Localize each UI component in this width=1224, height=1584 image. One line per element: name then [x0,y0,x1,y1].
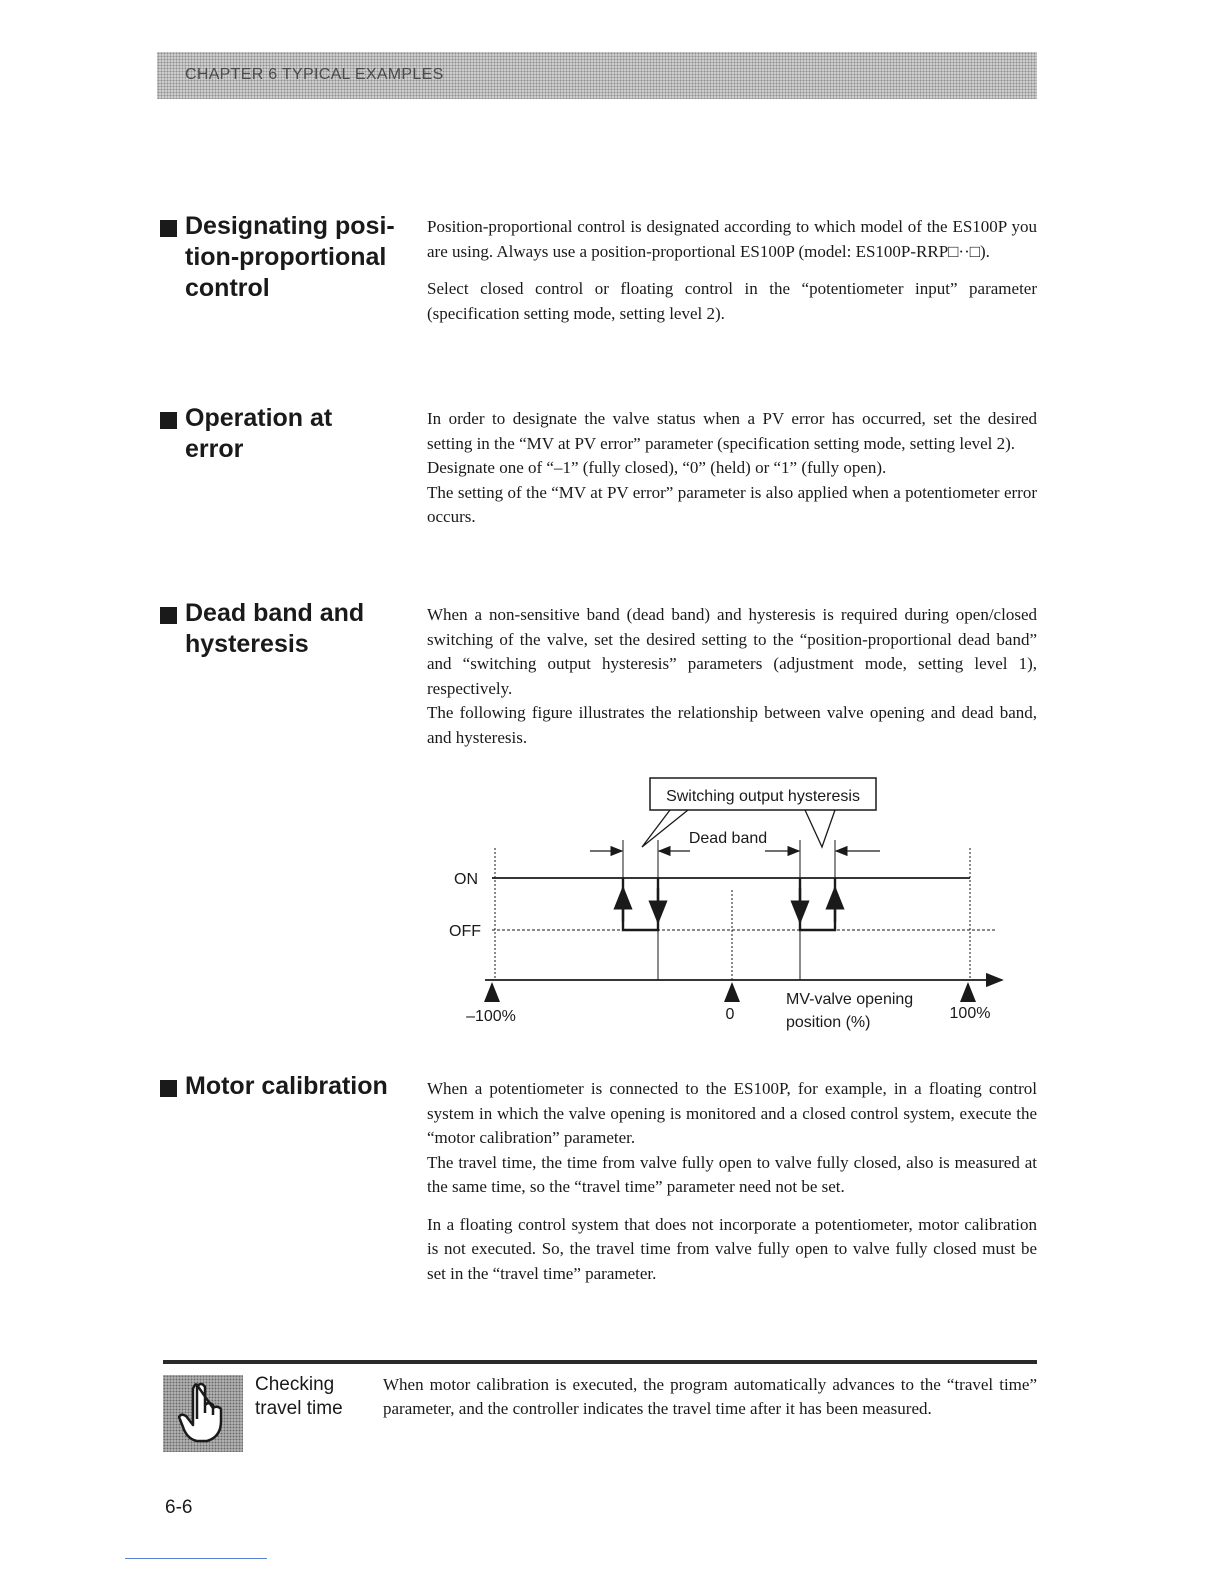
dead-band-label: Dead band [688,830,768,847]
hysteresis-callout-pointer-right [805,810,835,847]
note-title-line: travel time [255,1398,343,1419]
paragraph: The setting of the “MV at PV error” parameter is also applied when a potentiometer error occurs. [427,482,1037,526]
paragraph: The travel time, the time from valve fully open to valve fully closed, also is measured at the same time, so the “travel time” parameter need not be set. [427,1152,1037,1196]
section-heading-line: hysteresis [185,630,309,658]
section-heading-line: Designating posi- [185,212,395,240]
axis-title-line1: MV-valve opening [786,991,914,1008]
section-heading-motor-calibration [160,1071,420,1102]
note-divider-rule [163,1360,1037,1364]
hysteresis-callout-pointer-left [642,810,688,847]
axis-zero-label: 0 [725,1006,735,1023]
bullet-square-icon [160,220,177,237]
hysteresis-label: Switching output hysteresis [666,788,860,805]
paragraph: Select closed control or floating control in the “potentiometer input” parameter (specification setting mode, setting level 2). [427,279,1037,323]
chapter-title: CHAPTER 6 TYPICAL EXAMPLES [185,66,444,83]
section-heading-designating [160,211,410,304]
section-heading-dead-band [160,598,410,660]
note-text: When motor calibration is executed, the program automatically advances to the “travel time” parameter, and the controller indicates the travel time after it has been measured. [383,1375,1037,1418]
axis-min-label: –100% [466,1008,516,1025]
section-heading-line: tion-proportional [185,243,387,271]
section-heading-line: error [185,435,244,463]
dead-band-hysteresis-diagram [430,770,1010,1045]
on-label: ON [454,871,478,888]
footer-link-underline[interactable] [125,1558,267,1559]
section-heading-line: control [185,274,270,302]
note-title-line: Checking [255,1374,335,1395]
axis-title-line2: position (%) [786,1014,871,1031]
hysteresis-loop-right [800,878,835,930]
paragraph: In a floating control system that does not incorporate a potentiometer, motor calibration is not executed. So, the travel time from valve fully open to valve fully closed must be set in the “travel time” parameter. [427,1214,1037,1283]
chapter-header-band [157,52,1037,99]
page-number: 6-6 [165,1497,193,1518]
note-title [255,1373,343,1421]
bullet-square-icon [160,1080,177,1097]
paragraph: The following figure illustrates the relationship between valve opening and dead band, and hysteresis. [427,703,1037,747]
paragraph: In order to designate the valve status when a PV error has occurred, set the desired setting in the “MV at PV error” parameter (specification setting mode, setting level 2). [427,409,1037,453]
section-heading-line: Motor calibration [185,1072,388,1100]
axis-max-label: 100% [949,1005,991,1022]
section-body-operation-at-error [427,407,1037,530]
section-heading-line: Operation at [185,404,333,432]
section-body-motor-calibration [427,1077,1037,1286]
section-body-designating [427,215,1037,326]
bullet-square-icon [160,607,177,624]
section-heading-line: Dead band and [185,599,365,627]
hysteresis-loop-left [623,878,658,930]
section-body-dead-band [427,603,1037,750]
paragraph: Position-proportional control is designated according to which model of the ES100P you are using. Always use a position-proportional ES100P (model: ES100P-RRP□··□). [427,217,1037,261]
off-label: OFF [449,923,481,940]
section-heading-operation-at-error [160,403,410,465]
paragraph: Designate one of “–1” (fully closed), “0” (held) or “1” (fully open). [427,458,887,477]
bullet-square-icon [160,412,177,429]
paragraph: When a potentiometer is connected to the ES100P, for example, in a floating control system in which the valve opening is monitored and a closed control system, execute the “motor calibration” parameter. [427,1079,1037,1147]
paragraph: When a non-sensitive band (dead band) and hysteresis is required during open/closed switching of the valve, set the desired setting to the “position-proportional dead band” and “switching output hysteresis” parameters (adjustment mode, setting level 1), respectively. [427,605,1037,698]
pointing-hand-icon [163,1375,243,1452]
